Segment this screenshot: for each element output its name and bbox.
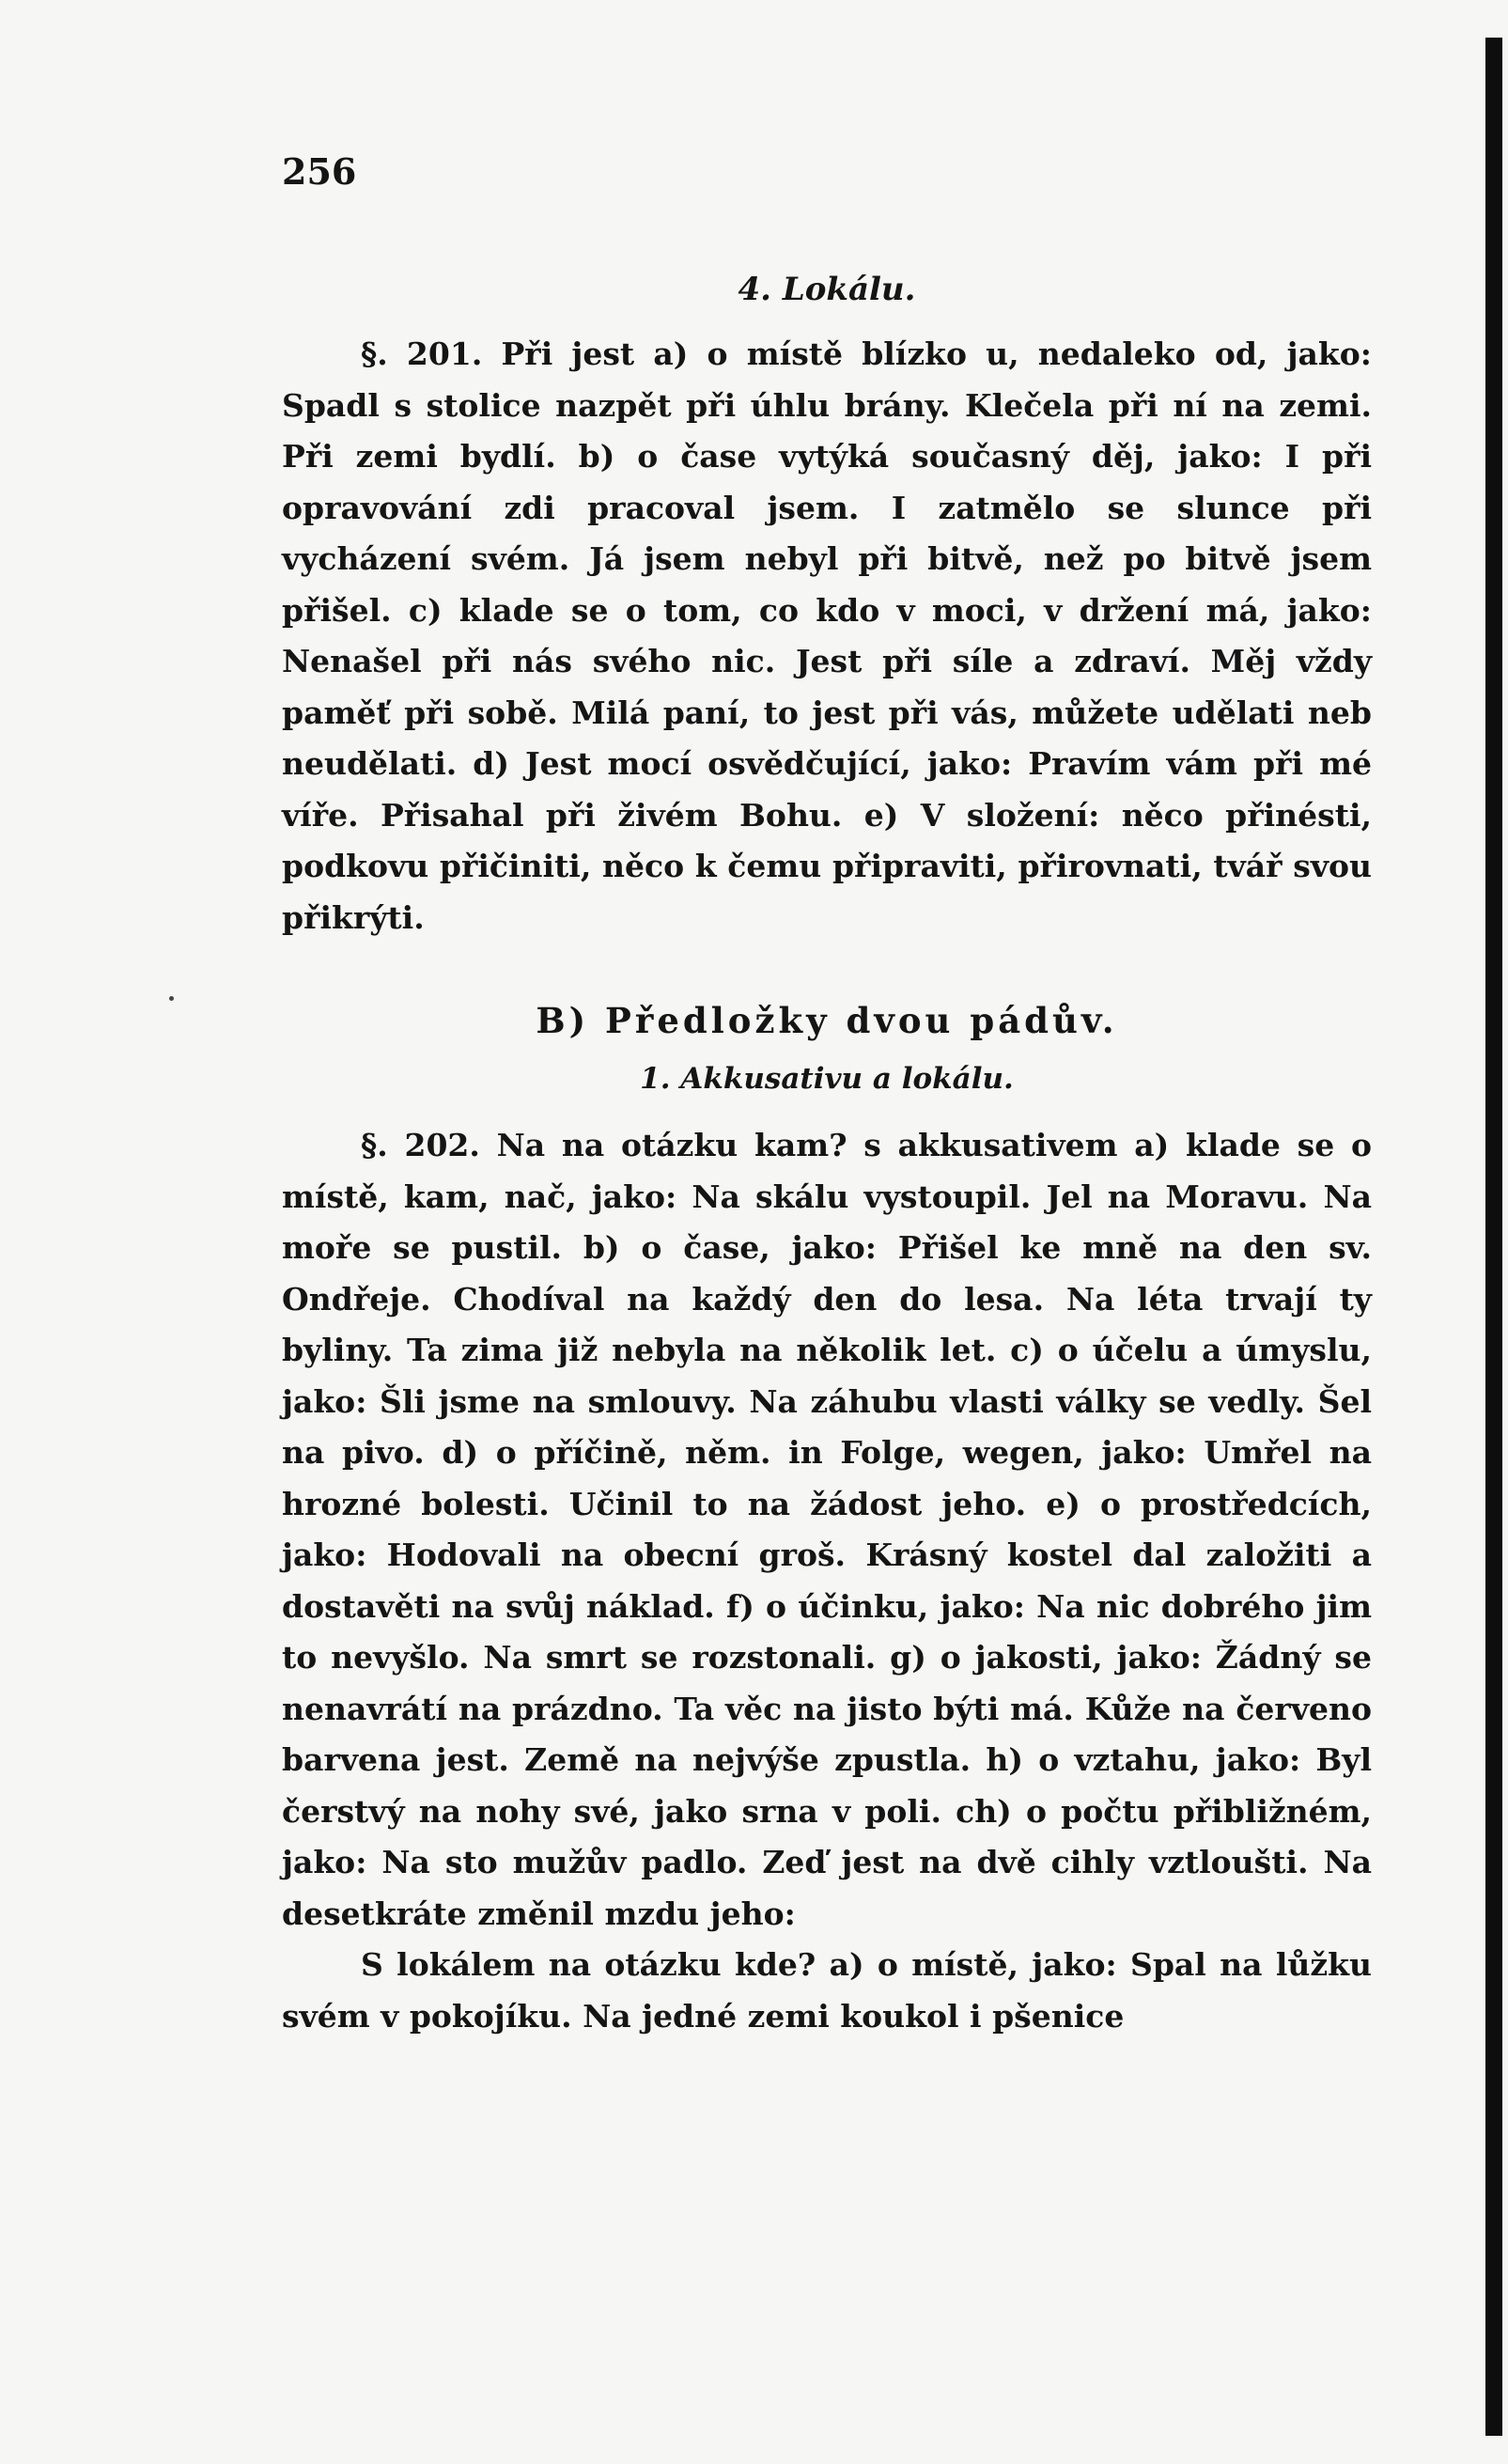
page-number: 256	[282, 150, 357, 193]
paragraph-lokal: S lokálem na otázku kde? a) o místě, jako: Spal na lůžku svém v pokojíku. Na jedné zemi koukol i pšenice	[282, 1946, 1372, 2035]
page-body	[282, 150, 1372, 2042]
paragraph-201: §. 201. Při jest a) o místě blízko u, nedaleko od, jako: Spadl s stolice nazpět při úhlu brány. Klečela při ní na zemi. Při zemi bydlí. b) o čase vytýká současný děj, jako: I při opravování zdi pracoval jsem. I zatmělo se slunce při vycházení svém. Já jsem nebyl při bitvě, než po bitvě jsem přišel. c) klade se o tom, co kdo v moci, v držení má, jako: Nenašel při nás svého nic. Jest při síle a zdraví. Měj vždy paměť při sobě. Milá paní, to jest při vás, můžete udělati neb neudělati. d) Jest mocí osvědčující, jako: Pravím vám při mé víře. Přisahal při živém Bohu. e) V složení: něco přinésti, podkovu přičiniti, něco k čemu připraviti, přirovnati, tvář svou přikrýti.	[282, 335, 1372, 936]
paragraph-202: §. 202. Na na otázku kam? s akkusativem a) klade se o místě, kam, nač, jako: Na skálu vystoupil. Jel na Moravu. Na moře se pustil. b) o čase, jako: Přišel ke mně na den sv. Ondřeje. Chodíval na každý den do lesa. Na léta trvají ty byliny. Ta zima již nebyla na několik let. c) o účelu a úmyslu, jako: Šli jsme na smlouvy. Na záhubu vlasti války se vedly. Šel na pivo. d) o příčině, něm. in Folge, wegen, jako: Umřel na hrozné bolesti. Učinil to na žádost jeho. e) o prostředcích, jako: Hodovali na obecní groš. Krásný kostel dal založiti a dostavěti na svůj náklad. f) o účinku, jako: Na nic dobrého jim to nevyšlo. Na smrt se rozstonali. g) o jakosti, jako: Žádný se nenavrátí na prázdno. Ta věc na jisto býti má. Kůže na červeno barvena jest. Země na nejvýše zpustla. h) o vztahu, jako: Byl čerstvý na nohy své, jako srna v poli. ch) o počtu přibližném, jako: Na sto mužův padlo. Zeď jest na dvě cihly vztloušti. Na desetkráte změnil mzdu jeho:	[282, 1127, 1372, 1932]
scan-speck	[169, 996, 174, 1001]
subheading-1: 1. Akkusativu a lokálu.	[640, 1062, 1014, 1096]
heading-b: B) Předložky dvou pádův.	[536, 1000, 1118, 1041]
scan-edge	[1485, 38, 1502, 2436]
section-heading: 4. Lokálu.	[738, 271, 916, 308]
